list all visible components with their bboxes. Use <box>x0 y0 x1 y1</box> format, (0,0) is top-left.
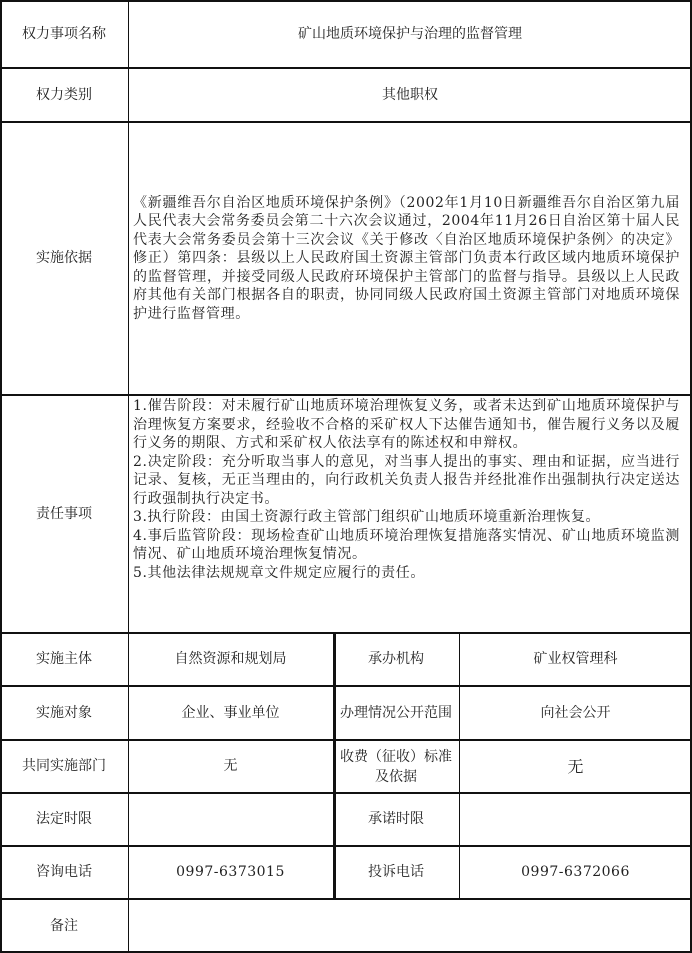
joint-dept-value: 无 <box>223 758 238 774</box>
row-divider <box>0 739 692 741</box>
basis-cell <box>130 122 692 395</box>
disclosure-scope-value: 向社会公开 <box>540 704 611 721</box>
promised-deadline-value <box>459 793 692 846</box>
row-divider <box>0 67 692 69</box>
handling-org-label: 承办机构 <box>368 651 424 667</box>
duty-item: 5.其他法律法规规章文件规定应履行的责任。 <box>133 564 425 581</box>
duty-item: 3.执行阶段：由国土资源行政主管部门组织矿山地质环境重新治理恢复。 <box>133 509 601 525</box>
column-divider <box>459 632 460 900</box>
complaint-phone-value: 0997-6372066 <box>521 864 630 880</box>
column-divider <box>128 0 129 953</box>
legal-deadline-value <box>128 793 333 846</box>
basis-label: 实施依据 <box>36 250 92 266</box>
duty-item: 2.决定阶段：充分听取当事人的意见，对当事人提出的事实、理由和证据，应当进行记录、复核，无正当理由的，向行政机关负责人报告并经批准作出强制执行决定送达行政强制执行决定书。 <box>133 453 680 507</box>
row-divider <box>0 898 692 900</box>
fee-standard-label: 收费（征收）标准及依据 <box>340 748 452 785</box>
table-border <box>0 0 692 2</box>
row-divider <box>0 845 692 847</box>
subject-value: 自然资源和规划局 <box>174 651 287 667</box>
duties-list <box>133 397 680 582</box>
item-name-value: 矿山地质环境保护与治理的监督管理 <box>298 25 522 42</box>
consult-phone-value: 0997-6373015 <box>176 864 285 880</box>
consult-phone-label: 咨询电话 <box>36 864 92 880</box>
complaint-phone-label: 投诉电话 <box>368 864 424 880</box>
duties-cell <box>130 395 692 633</box>
duty-item: 1.催告阶段：对未履行矿山地质环境治理恢复义务，或者未达到矿山地质环境保护与治理恢复方案要求，经验收不合格的采矿权人下达催告通知书，催告履行义务以及履行义务的期限、方式和采矿权人依法享有的陈述权和申辩权。 <box>133 398 680 451</box>
fee-standard-value: 无 <box>567 757 584 776</box>
column-divider <box>333 632 336 900</box>
duty-item: 4.事后监管阶段：现场检查矿山地质环境治理恢复措施落实情况、矿山地质环境监测情况、矿山地质环境治理恢复情况。 <box>133 527 680 562</box>
handling-org-value: 矿业权管理科 <box>533 651 618 667</box>
row-divider <box>0 121 692 123</box>
row-divider <box>0 632 692 634</box>
target-label: 实施对象 <box>36 704 92 721</box>
category-value: 其他职权 <box>382 86 438 103</box>
remark-value <box>128 899 692 953</box>
item-name-label: 权力事项名称 <box>22 25 106 42</box>
disclosure-scope-label: 办理情况公开范围 <box>340 705 452 721</box>
duties-label: 责任事项 <box>36 505 92 522</box>
joint-dept-label: 共同实施部门 <box>22 758 106 774</box>
basis-text: 《新疆维吾尔自治区地质环境保护条例》（2002年1月10日新疆维吾尔自治区第九届人民代表大会常务委员会第二十六次会议通过，2004年11月26日自治区第十届人民代表大会常务委员会第十三次会议《关于修改〈自治区地质环境保护条例〉的决定》修正）第四条：县级以上人民政府国土资源主管部门负责本行政区域内地质环境保护的监督管理，并接受同级人民政府环境保护主管部门的监督与指导。县级以上人民政府其他有关部门根据各自的职责，协同同级人民政府国土资源主管部门对地质环境保护进行监督管理。 <box>133 194 680 322</box>
promised-deadline-label: 承诺时限 <box>368 811 424 827</box>
legal-deadline-label: 法定时限 <box>36 811 92 827</box>
row-divider <box>0 685 692 687</box>
target-value: 企业、事业单位 <box>181 704 280 721</box>
row-divider <box>0 394 692 396</box>
category-label: 权力类别 <box>36 86 92 103</box>
subject-label: 实施主体 <box>36 651 92 667</box>
row-divider <box>0 792 692 794</box>
remark-label: 备注 <box>50 917 78 934</box>
table-border <box>0 0 2 953</box>
